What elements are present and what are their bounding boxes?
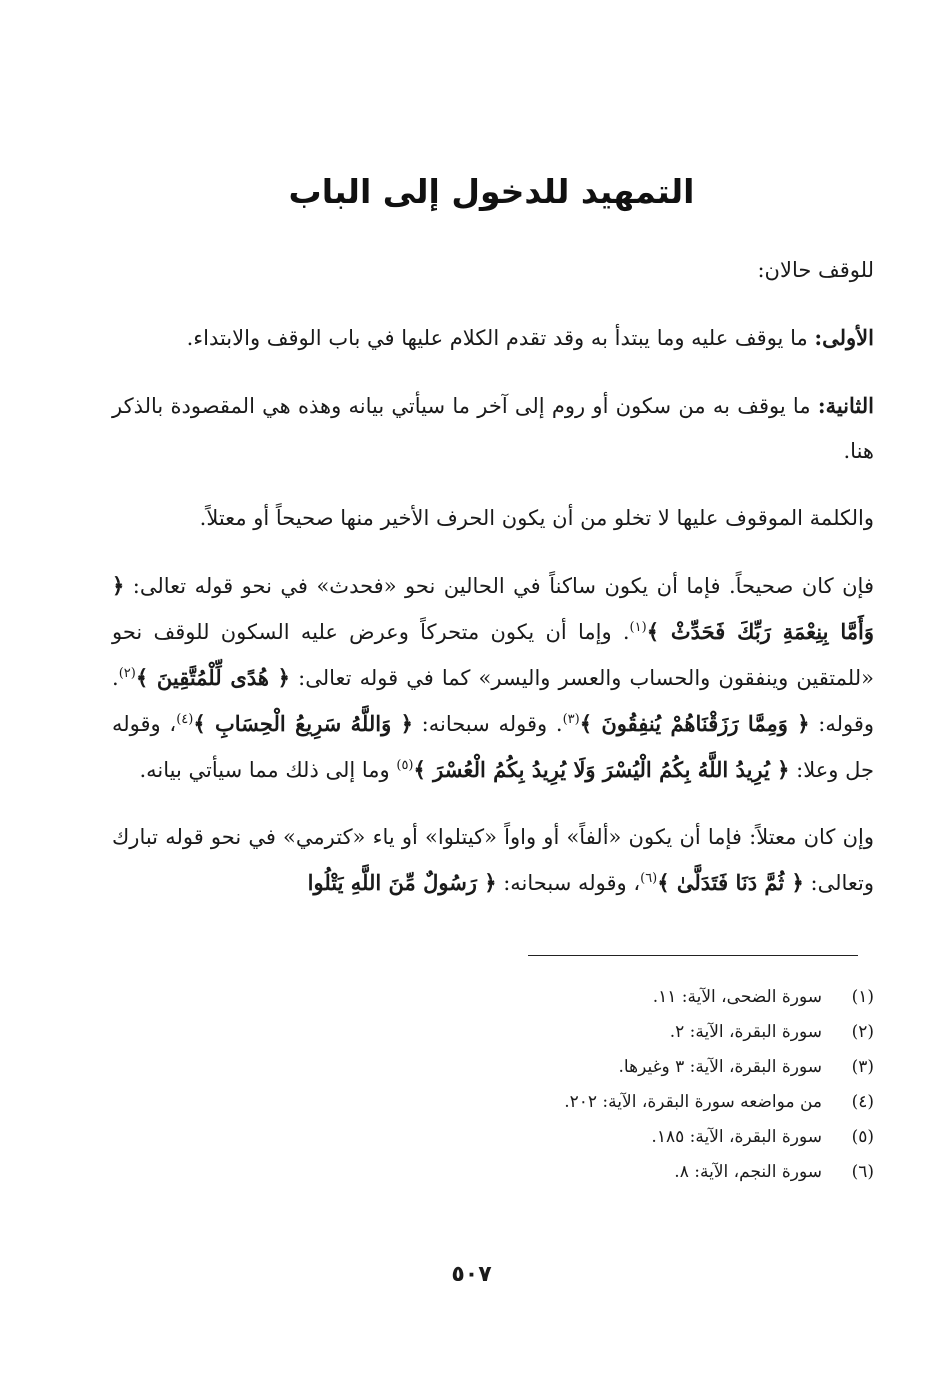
footnote-number: (٢) xyxy=(851,1022,874,1042)
paragraph-second-state xyxy=(112,383,874,474)
footnote-number: (١) xyxy=(851,987,874,1007)
text-segment: ، وقوله جل وعلا: xyxy=(112,712,874,782)
footnote-text: سورة النجم، الآية: ٨. xyxy=(674,1162,822,1182)
main-text xyxy=(112,248,874,928)
text-segment: وإن كان معتلاً: فإما أن يكون «ألفاً» أو واواً «كيتلوا» أو ياء «كترمي» في نحو قوله تبارك وتعالى: xyxy=(112,825,874,895)
footnote-number: (٤) xyxy=(851,1092,874,1112)
quran-verse: ﴿ وَأَمَّا بِنِعْمَةِ رَبِّكَ فَحَدِّثْ ﴾ xyxy=(112,573,874,644)
paragraph-intro: للوقف حالان: xyxy=(757,258,874,282)
paragraph-first-state xyxy=(112,315,874,361)
footnote-ref[interactable]: (٥) xyxy=(396,758,414,773)
footnote-text: سورة الضحى، الآية: ١١. xyxy=(652,987,822,1007)
footnote-item xyxy=(380,980,874,1015)
footnote-ref[interactable]: (١) xyxy=(629,620,647,635)
footnote-item xyxy=(380,1155,874,1190)
page-number: ٥٠٧ xyxy=(451,1262,492,1287)
footnote-ref[interactable]: (٢) xyxy=(118,666,136,681)
quran-verse: ﴿ وَاللَّهُ سَرِيعُ الْحِسَابِ ﴾ xyxy=(193,711,413,736)
footnote-text: سورة البقرة، الآية: ٣ وغيرها. xyxy=(618,1057,822,1077)
chapter-heading: التمهيد للدخول إلى الباب xyxy=(288,172,695,212)
footnote-ref[interactable]: (٦) xyxy=(640,871,658,886)
text-segment: فإن كان صحيحاً. فإما أن يكون ساكناً في الحالين نحو «فحدث» في نحو قوله تعالى: xyxy=(124,574,874,598)
footnote-item xyxy=(380,1050,874,1085)
text-segment: وما إلى ذلك مما سيأتي بيانه. xyxy=(139,758,397,782)
quran-verse: ﴿ هُدًى لِّلْمُتَّقِينَ ﴾ xyxy=(135,665,290,690)
paragraph-word-ending: والكلمة الموقوف عليها لا تخلو من أن يكون الحرف الأخير منها صحيحاً أو معتلاً. xyxy=(199,506,874,530)
footnote-number: (٦) xyxy=(851,1162,874,1182)
quran-verse: ﴿ ثُمَّ دَنَا فَتَدَلَّىٰ ﴾ xyxy=(657,870,804,895)
second-state-label: الثانية: xyxy=(817,393,874,418)
second-state-text: ما يوقف به من سكون أو روم إلى آخر ما سيأتي بيانه وهذه هي المقصودة بالذكر هنا. xyxy=(112,394,874,463)
first-state-label: الأولى: xyxy=(814,325,874,350)
footnote-text: من مواضعه سورة البقرة، الآية: ٢٠٢. xyxy=(564,1092,822,1112)
footnote-divider xyxy=(528,955,858,956)
footnote-item xyxy=(380,1085,874,1120)
paragraph-sound-letter xyxy=(112,563,874,793)
text-segment: . وقوله سبحانه: xyxy=(412,712,563,736)
footnotes-list xyxy=(380,980,874,1190)
text-segment: . وقوله: xyxy=(112,666,875,736)
quran-verse: ﴿ وَمِمَّا رَزَقْنَاهُمْ يُنفِقُونَ ﴾ xyxy=(579,711,810,736)
text-segment: ، وقوله سبحانه: xyxy=(496,871,641,895)
text-segment: . وإما أن يكون متحركاً وعرض عليه السكون للوقف نحو «للمتقين وينفقون والحساب والعسر واليسر» كما في قوله تعالى: xyxy=(112,620,874,690)
footnote-number: (٥) xyxy=(851,1127,874,1147)
footnote-item xyxy=(380,1120,874,1155)
quran-verse: ﴿ رَسُولٌ مِّنَ اللَّهِ يَتْلُوا xyxy=(307,870,497,895)
footnote-ref[interactable]: (٤) xyxy=(176,712,194,727)
footnote-text: سورة البقرة، الآية: ٢. xyxy=(669,1022,822,1042)
footnote-item xyxy=(380,1015,874,1050)
paragraph-weak-letter xyxy=(112,815,874,906)
first-state-text: ما يوقف عليه وما يبتدأ به وقد تقدم الكلام عليها في باب الوقف والابتداء. xyxy=(186,326,815,350)
footnote-text: سورة البقرة، الآية: ١٨٥. xyxy=(651,1127,822,1147)
footnote-number: (٣) xyxy=(851,1057,874,1077)
footnote-ref[interactable]: (٣) xyxy=(562,712,580,727)
quran-verse: ﴿ يُرِيدُ اللَّهُ بِكُمُ الْيُسْرَ وَلَا يُرِيدُ بِكُمُ الْعُسْرَ ﴾ xyxy=(413,757,790,782)
